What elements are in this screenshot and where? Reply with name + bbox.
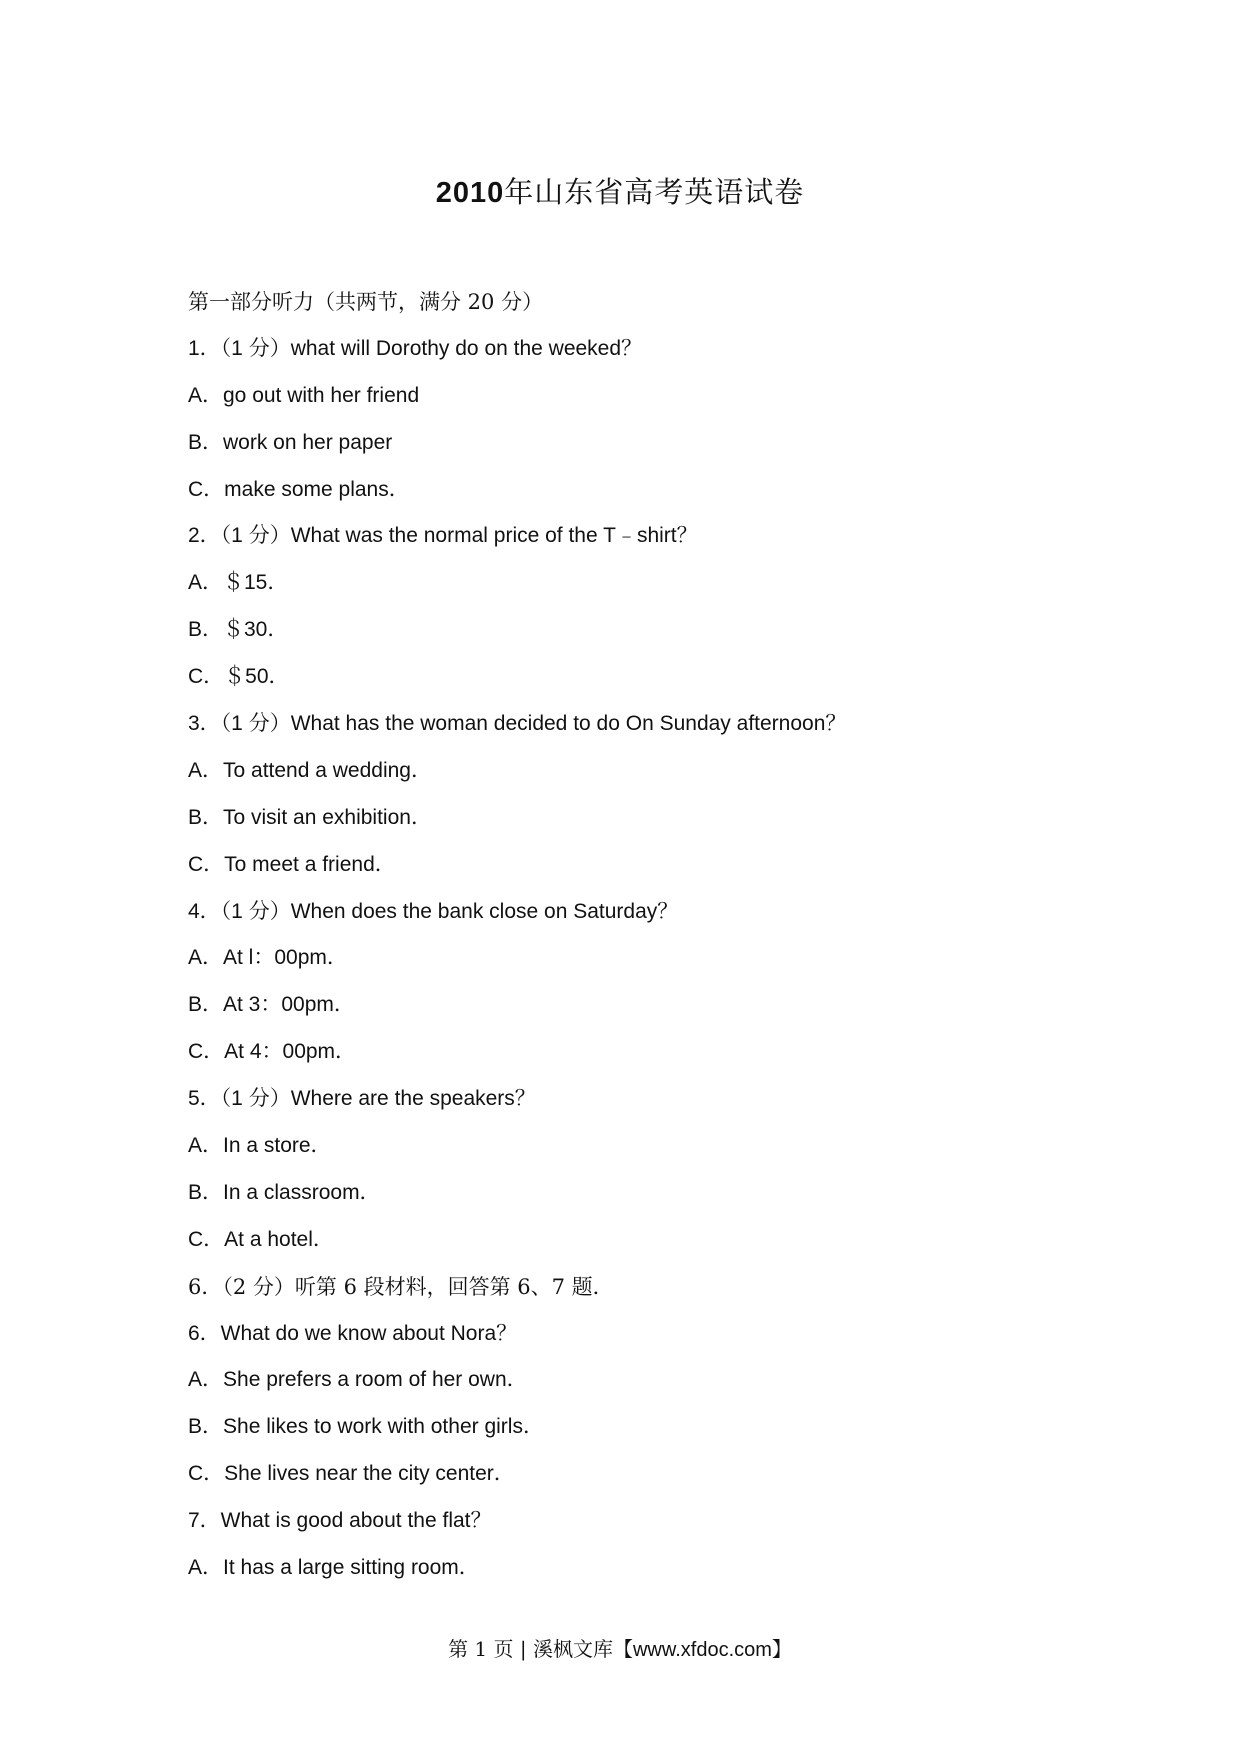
title-year: 2010	[435, 177, 505, 209]
option-1c: C．make some plans．	[188, 477, 410, 501]
option-3b: B．To visit an exhibition．	[188, 805, 432, 829]
question-1: 1．（1 分）what will Dorothy do on the weeked？	[188, 336, 643, 360]
option-5b: B．In a classroom．	[188, 1180, 381, 1204]
option-6a: A．She prefers a room of her own．	[188, 1368, 528, 1392]
option-4b: B．At 3：00pm．	[188, 993, 355, 1017]
document-title	[0, 170, 1240, 211]
option-5c: C．At a hotel．	[188, 1227, 334, 1251]
footer-page-label: 第 1 页 | 溪枫文库	[448, 1637, 613, 1661]
question-7: 7．What is good about the flat？	[188, 1509, 492, 1533]
question-6: 6．What do we know about Nora？	[188, 1321, 518, 1345]
option-2c: C．＄50．	[188, 665, 290, 689]
option-4c: C．At 4：00pm．	[188, 1040, 357, 1064]
option-6b: B．She likes to work with other girls．	[188, 1415, 544, 1439]
option-1b: B．work on her paper	[188, 430, 393, 454]
question-4: 4．（1 分）When does the bank close on Saturday？	[188, 899, 679, 923]
question-5: 5．（1 分）Where are the speakers？	[188, 1087, 536, 1111]
option-2b: B．＄30．	[188, 618, 289, 642]
title-text: 年山东省高考英语试卷	[504, 175, 805, 209]
option-5a: A．In a store．	[188, 1134, 332, 1158]
option-2a: A．＄15．	[188, 571, 289, 595]
question-2: 2．（1 分）What was the normal price of the T﹣shirt？	[188, 524, 698, 548]
option-6c: C．She lives near the city center．	[188, 1462, 515, 1486]
option-3a: A．To attend a wedding．	[188, 758, 432, 782]
question-6-instruction: 6．（2 分）听第 6 段材料，回答第 6、7 题．	[188, 1274, 614, 1299]
option-7a: A．It has a large sitting room．	[188, 1556, 480, 1580]
option-3c: C．To meet a friend．	[188, 852, 396, 876]
footer-site: 【www.xfdoc.com】	[612, 1639, 792, 1661]
option-4a: A．At l：00pm．	[188, 946, 348, 970]
question-3: 3．（1 分）What has the woman decided to do On Sunday afternoon？	[188, 712, 847, 736]
option-1a: A．go out with her friend	[188, 383, 420, 407]
section-header: 第一部分听力（共两节，满分 20 分）	[188, 290, 544, 314]
question-list	[188, 288, 1088, 1601]
page-footer	[0, 1633, 1240, 1662]
